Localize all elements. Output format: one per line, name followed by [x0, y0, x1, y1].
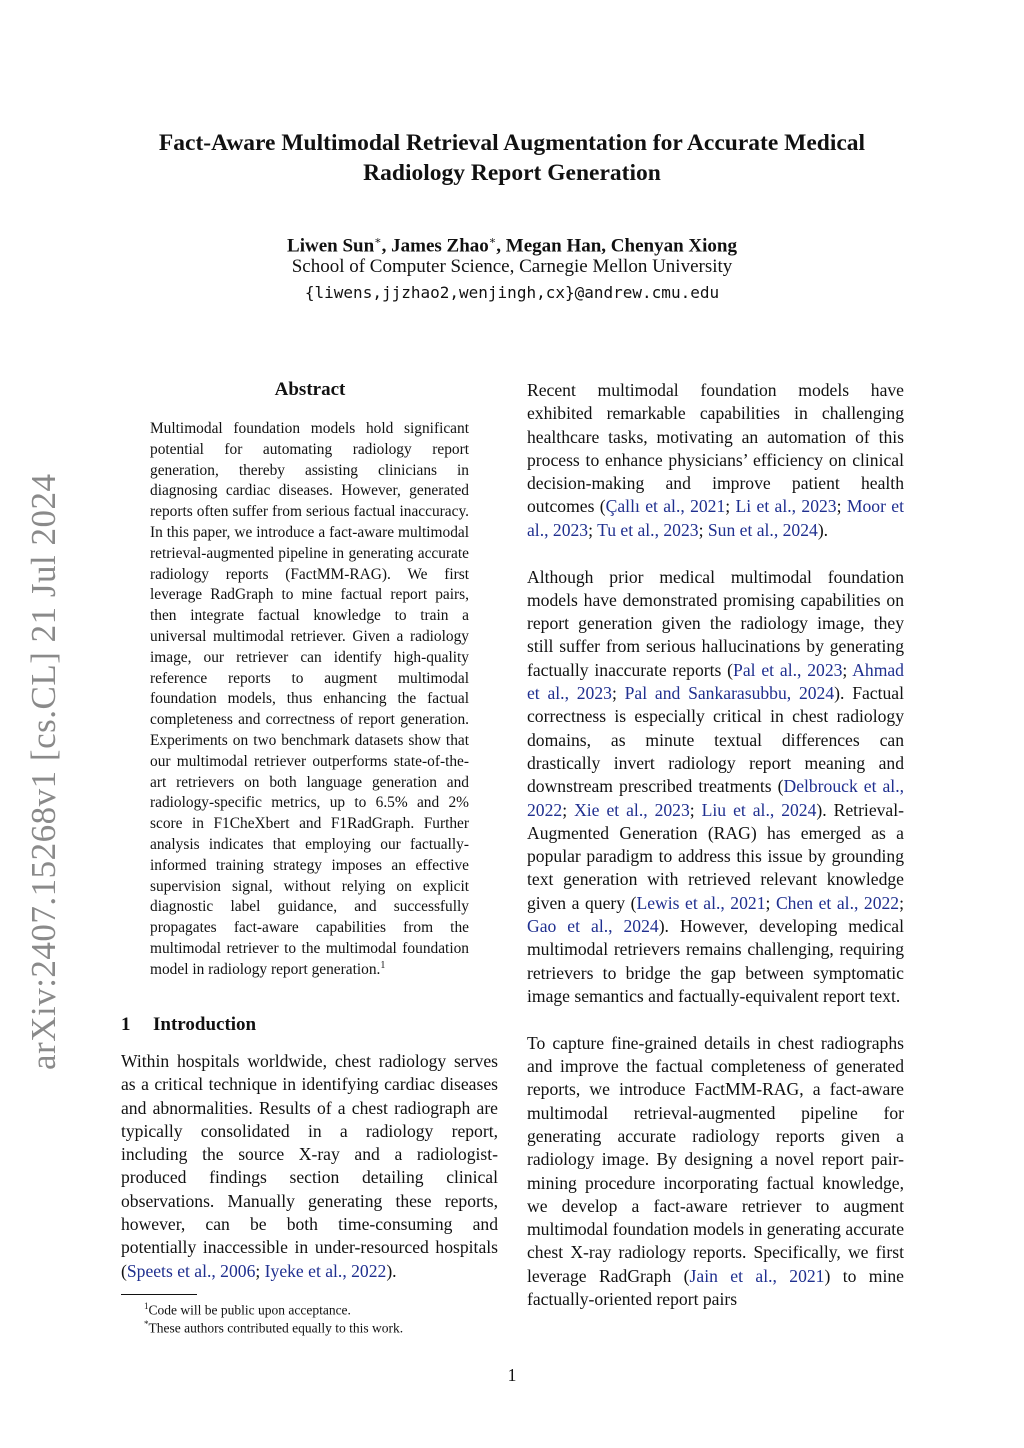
- intro-paragraph-2: Recent multimodal foundation models have exhibited remarkable capabilities in challenging healthcare tasks, motivating an automation of this process to enhance physicians’ efficiency on clinical decision-making and improve patient health outcomes (Çallı et al., 2021; Li et al., 2023; Moor et al., 2023; Tu et al., 2023; Sun et al., 2024).: [527, 380, 904, 540]
- citation-link[interactable]: Chen et al., 2022: [775, 892, 900, 913]
- section-heading-introduction: [121, 1012, 256, 1037]
- citation-link[interactable]: Tu et al., 2023: [597, 519, 699, 540]
- paragraph-text: ) to mine factually-oriented report pairs: [527, 1265, 904, 1309]
- author-name: James Zhao: [391, 235, 489, 257]
- abstract-text: [150, 419, 469, 981]
- paragraph-text: ). However, developing medical multimodal retrievers remains challenging, requiring retrievers to bridge the gap between symptomatic image semantics and factually-equivalent report text.: [527, 916, 904, 1006]
- paragraph-text: ). Retrieval-Augmented Generation (RAG) has emerged as a popular paradigm to address this issue by grounding text generation with retrieved relevant knowledge given a query (: [527, 799, 904, 913]
- author-separator: ,: [381, 235, 392, 257]
- footnote-marker: 1: [144, 1301, 149, 1311]
- paragraph-text: ).: [817, 519, 829, 540]
- footnote-text: These authors contributed equally to this work.: [148, 1320, 404, 1336]
- citation-link[interactable]: Pal and Sankarasubbu, 2024: [624, 683, 835, 704]
- paragraph-text: Within hospitals worldwide, chest radiology serves as a critical technique in identifying cardiac diseases and abnormalities. Results of a chest radiograph are typically consolidated in a radiology report, including the source X-ray and a radiologist-produced findings section detailing clinical observations. Manually generating these reports, however, can be both time-consuming and potentially inaccessible in under-resourced hospitals (: [121, 1051, 498, 1281]
- intro-paragraph-1: Within hospitals worldwide, chest radiology serves as a critical technique in identifying cardiac diseases and abnormalities. Results of a chest radiograph are typically consolidated in a radiology report, including the source X-ray and a radiologist-produced findings section detailing clinical observations. Manually generating these reports, however, can be both time-consuming and potentially inaccessible in under-resourced hospitals (Speets et al., 2006; Iyeke et al., 2022).: [121, 1051, 498, 1281]
- citation-link[interactable]: Xie et al., 2023: [574, 799, 690, 820]
- paragraph-text: Although prior medical multimodal foundation models have demonstrated promising capabilities on report generation given the radiology image, they still suffer from serious hallucinations by generating factually inaccurate reports (: [527, 566, 904, 680]
- section-number: 1: [121, 1014, 131, 1035]
- intro-paragraph-4: [527, 1032, 904, 1312]
- citation-link[interactable]: Iyeke et al., 2022: [264, 1260, 387, 1281]
- citation-link[interactable]: Liu et al., 2024: [701, 799, 817, 820]
- paragraph-text: To capture fine-grained details in chest radiographs and improve the factual completeness of generated reports, we introduce FactMM-RAG, a fact-aware multimodal retrieval-augmented pipeline for generating accurate radiology reports given a radiology image. By designing a novel report pair-mining procedure incorporating factual knowledge, we develop a fact-aware retriever to augment multimodal foundation models in generating accurate chest X-ray radiology reports. Specifically, we first leverage RadGraph (: [527, 1032, 904, 1286]
- equal-contribution-marker: ∗: [488, 235, 497, 247]
- title-line-2: Radiology Report Generation: [363, 160, 661, 186]
- section-title: Introduction: [153, 1014, 257, 1035]
- citation-link[interactable]: Moor et al., 2023: [527, 496, 904, 540]
- author-name: Megan Han, Chenyan Xiong: [505, 235, 737, 257]
- author-email: {liwens,jjzhao2,wenjingh,cx}@andrew.cmu.edu: [304, 283, 720, 302]
- paragraph-text: ).: [386, 1260, 397, 1281]
- affiliation: School of Computer Science, Carnegie Mellon University: [291, 256, 733, 277]
- page-number: 1: [507, 1365, 517, 1385]
- citation-link[interactable]: Jain et al., 2021: [689, 1265, 825, 1286]
- citation-link[interactable]: Delbrouck et al., 2022: [527, 776, 904, 820]
- citation-link[interactable]: Sun et al., 2024: [707, 519, 818, 540]
- paper-title: [0, 128, 1024, 188]
- footnote-marker: *: [144, 1319, 149, 1329]
- citation-link[interactable]: Speets et al., 2006: [126, 1260, 256, 1281]
- arxiv-identifier-stamp: arXiv:2407.15268v1 [cs.CL] 21 Jul 2024: [24, 473, 63, 1070]
- paragraph-text: ). Factual correctness is especially critical in chest radiology domains, as minute textual differences can drastically invert radiology report meaning and downstream prescribed treatments (: [527, 683, 904, 797]
- citation-link[interactable]: Gao et al., 2024: [527, 916, 659, 937]
- author-separator: ,: [496, 235, 506, 257]
- equal-contribution-marker: ∗: [374, 235, 382, 247]
- citation-link[interactable]: Çallı et al., 2021: [605, 496, 726, 517]
- intro-paragraph-3: Although prior medical multimodal foundation models have demonstrated promising capabilities on report generation given the radiology image, they still suffer from serious hallucinations by generating factually inaccurate reports (Pal et al., 2023; Ahmad et al., 2023; Pal and Sankarasubbu, 2024). Factual correctness is especially critical in chest radiology domains, as minute textual differences can drastically invert radiology report meaning and downstream prescribed treatments (Delbrouck et al., 2022; Xie et al., 2023; Liu et al., 2024). Retrieval-Augmented Generation (RAG) has emerged as a popular paradigm to address this issue by grounding text generation with retrieved relevant knowledge given a query (Lewis et al., 2021; Chen et al., 2022; Gao et al., 2024). However, developing medical multimodal retrievers remains challenging, requiring retrievers to bridge the gap between symptomatic image semantics and factually-equivalent report text.: [527, 566, 904, 1006]
- title-line-1: Fact-Aware Multimodal Retrieval Augmentation for Accurate Medical: [158, 130, 866, 156]
- citation-link[interactable]: Lewis et al., 2021: [636, 892, 766, 913]
- citation-link[interactable]: Li et al., 2023: [735, 496, 837, 517]
- author-name: Liwen Sun: [287, 235, 375, 257]
- footnote-text: Code will be public upon acceptance.: [148, 1302, 351, 1318]
- footnote-marker: 1: [380, 959, 386, 971]
- footnote-equal-contribution: [144, 1315, 403, 1338]
- abstract-heading: Abstract: [274, 379, 346, 400]
- footnote-divider: [121, 1294, 197, 1295]
- right-column: [527, 379, 904, 1311]
- paragraph-text: Recent multimodal foundation models have exhibited remarkable capabilities in challenging healthcare tasks, motivating an automation of this process to enhance physicians’ efficiency on clinical decision-making and improve patient health outcomes (: [527, 380, 904, 517]
- abstract-paragraph: Multimodal foundation models hold significant potential for automating radiology report generation, thereby assisting clinicians in diagnosing cardiac diseases. However, generated reports often suffer from serious factual inaccuracy. In this paper, we introduce a fact-aware multimodal retrieval-augmented pipeline in generating accurate radiology reports (FactMM-RAG). We first leverage RadGraph to mine factual report pairs, then integrate factual knowledge to train a universal multimodal retriever. Given a radiology image, our retriever can identify high-quality reference reports to augment multimodal foundation models, thus enhancing the factual completeness and correctness of report generation. Experiments on two benchmark datasets show that our multimodal retriever outperforms state-of-the-art retrievers on both language generation and radiology-specific metrics, up to 6.5% and 2% score in F1CheXbert and F1RadGraph. Further analysis indicates that employing our factually-informed training strategy imposes an effective supervision signal, without relying on explicit diagnostic label guidance, and successfully propagates fact-aware capabilities from the multimodal retriever to the multimodal foundation model in radiology report generation.: [150, 420, 469, 978]
- citation-link[interactable]: Pal et al., 2023: [733, 659, 843, 680]
- citation-link[interactable]: Ahmad et al., 2023: [527, 659, 904, 704]
